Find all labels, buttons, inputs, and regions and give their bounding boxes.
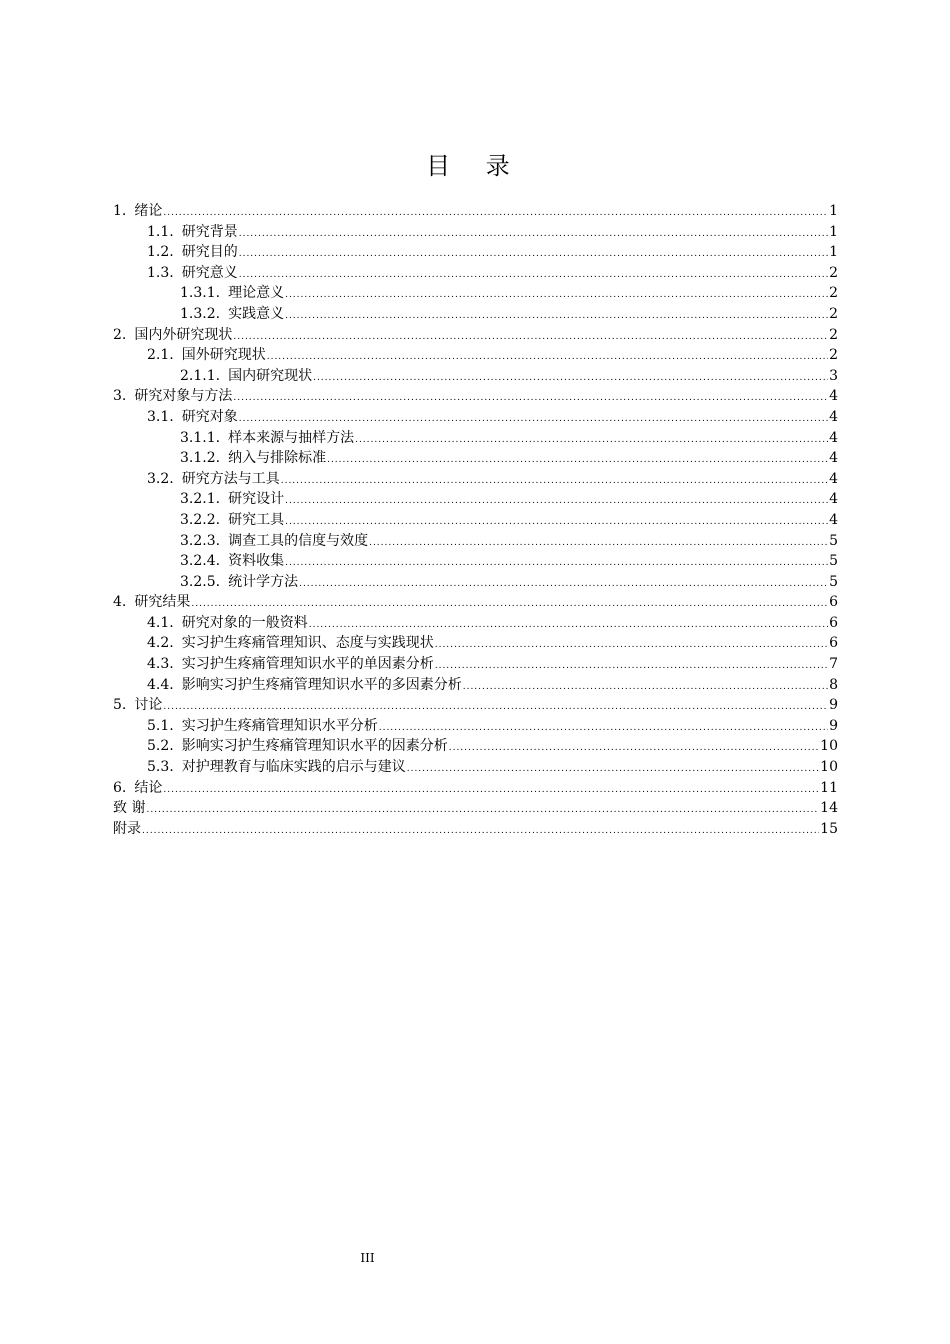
toc-entry[interactable] (113, 283, 838, 304)
toc-entry-title: 致 谢 (113, 800, 146, 817)
toc-entry-page: 4 (829, 388, 838, 405)
toc-leader-dots (285, 285, 828, 306)
toc-entry[interactable] (113, 489, 838, 510)
toc-entry-title: 研究设计 (228, 491, 285, 508)
toc-leader-dots (239, 244, 828, 265)
toc-entry[interactable] (113, 819, 838, 840)
toc-entry-number: 1.3.2. (180, 305, 221, 322)
toc-entry-title: 结论 (134, 779, 163, 796)
toc-entry-title: 研究目的 (181, 244, 238, 261)
toc-entry[interactable] (113, 654, 838, 675)
toc-entry-title: 研究意义 (181, 264, 238, 281)
toc-entry[interactable] (113, 428, 838, 449)
toc-leader-dots (309, 615, 828, 636)
toc-entry-title: 影响实习护生疼痛管理知识水平的因素分析 (181, 738, 448, 755)
toc-entry-page: 5 (829, 573, 838, 590)
toc-entry-title: 统计学方法 (228, 573, 299, 590)
toc-leader-dots (435, 656, 828, 677)
toc-entry-title: 实习护生疼痛管理知识、态度与实践现状 (181, 635, 434, 652)
toc-leader-dots (435, 635, 828, 656)
toc-entry-number: 4.4. (147, 676, 174, 693)
toc-entry[interactable] (113, 242, 838, 263)
toc-leader-dots (327, 450, 828, 471)
toc-entry-title: 研究工具 (228, 511, 285, 528)
toc-entry[interactable] (113, 675, 838, 696)
toc-entry[interactable] (113, 757, 838, 778)
toc-entry-title: 纳入与排除标准 (228, 450, 327, 467)
toc-entry[interactable] (113, 510, 838, 531)
toc-entry-number: 4.1. (147, 614, 174, 631)
toc-leader-dots (313, 368, 828, 389)
toc-entry-title: 研究背景 (181, 223, 238, 240)
toc-entry-title: 样本来源与抽样方法 (228, 429, 355, 446)
toc-entry-page: 2 (829, 326, 838, 343)
toc-entry-page: 5 (829, 553, 838, 570)
toc-entry-page: 9 (829, 717, 838, 734)
toc-leader-dots (267, 347, 828, 368)
toc-leader-dots (239, 224, 828, 245)
toc-entry-page: 1 (829, 223, 838, 240)
toc-entry-title: 研究方法与工具 (181, 470, 280, 487)
toc-leader-dots (163, 780, 819, 801)
toc-entry-title: 研究对象 (181, 408, 238, 425)
toc-leader-dots (463, 677, 828, 698)
toc-entry-page: 9 (829, 697, 838, 714)
toc-entry-number: 5.1. (147, 717, 174, 734)
toc-leader-dots (163, 697, 828, 718)
toc-entry[interactable] (113, 325, 838, 346)
toc-entry-number: 3.1.1. (180, 429, 221, 446)
toc-entry-page: 4 (829, 429, 838, 446)
toc-leader-dots (369, 533, 828, 554)
toc-leader-dots (379, 718, 828, 739)
toc-entry-number: 3.2. (147, 470, 174, 487)
toc-leader-dots (407, 759, 819, 780)
toc-entry[interactable] (113, 407, 838, 428)
toc-entry[interactable] (113, 304, 838, 325)
toc-entry-number: 2. (113, 326, 127, 343)
toc-leader-dots (449, 738, 819, 759)
toc-entry-number: 2.1. (147, 347, 174, 364)
table-of-contents (113, 201, 838, 839)
toc-leader-dots (285, 512, 828, 533)
toc-entry[interactable] (113, 531, 838, 552)
toc-entry-title: 调查工具的信度与效度 (228, 532, 369, 549)
toc-entry[interactable] (113, 469, 838, 490)
toc-entry-page: 6 (829, 594, 838, 611)
toc-entry-page: 7 (829, 656, 838, 673)
toc-leader-dots (355, 430, 828, 451)
toc-entry-page: 14 (820, 800, 838, 817)
toc-entry-number: 1.1. (147, 223, 174, 240)
toc-entry-number: 3.2.3. (180, 532, 221, 549)
toc-entry[interactable] (113, 448, 838, 469)
toc-entry-number: 1. (113, 203, 127, 219)
toc-entry-page: 4 (829, 491, 838, 508)
toc-entry[interactable] (113, 613, 838, 634)
page-number: III (360, 1251, 375, 1265)
toc-entry-page: 6 (829, 635, 838, 652)
toc-entry-title: 研究对象的一般资料 (181, 614, 308, 631)
toc-entry-page: 4 (829, 408, 838, 425)
toc-entry-page: 15 (820, 820, 838, 837)
toc-entry-title: 实践意义 (228, 305, 285, 322)
toc-entry-page: 2 (829, 285, 838, 302)
toc-entry-title: 对护理教育与临床实践的启示与建议 (181, 759, 406, 776)
toc-entry-number: 5.2. (147, 738, 174, 755)
toc-entry[interactable] (113, 201, 838, 222)
toc-leader-dots (285, 553, 828, 574)
toc-entry-title: 国内研究现状 (228, 367, 313, 384)
toc-entry-page: 4 (829, 511, 838, 528)
toc-entry-title: 资料收集 (228, 553, 285, 570)
toc-entry-number: 3.2.2. (180, 511, 221, 528)
toc-leader-dots (239, 265, 828, 286)
toc-leader-dots (299, 574, 828, 595)
toc-entry-number: 5. (113, 697, 127, 714)
toc-entry[interactable] (113, 798, 838, 819)
toc-entry-title: 国内外研究现状 (134, 326, 233, 343)
toc-entry[interactable] (113, 695, 838, 716)
toc-entry-page: 2 (829, 264, 838, 281)
toc-entry[interactable] (113, 551, 838, 572)
toc-entry[interactable] (113, 716, 838, 737)
toc-entry-number: 4.3. (147, 656, 174, 673)
toc-leader-dots (163, 203, 828, 224)
toc-leader-dots (285, 491, 828, 512)
toc-entry-number: 1.3. (147, 264, 174, 281)
toc-leader-dots (191, 594, 828, 615)
toc-title: 目 录 (426, 152, 524, 180)
toc-entry[interactable] (113, 633, 838, 654)
toc-entry-page: 8 (829, 676, 838, 693)
toc-entry-title: 理论意义 (228, 285, 285, 302)
toc-entry-number: 1.2. (147, 244, 174, 261)
toc-entry[interactable] (113, 778, 838, 799)
toc-entry-page: 1 (829, 244, 838, 261)
toc-entry-page: 5 (829, 532, 838, 549)
toc-entry-title: 研究对象与方法 (134, 388, 233, 405)
toc-entry-page: 2 (829, 347, 838, 364)
toc-entry[interactable] (113, 592, 838, 613)
toc-entry[interactable] (113, 736, 838, 757)
toc-entry-title: 实习护生疼痛管理知识水平的单因素分析 (181, 656, 434, 673)
toc-entry-number: 5.3. (147, 759, 174, 776)
toc-entry-title: 绪论 (134, 203, 163, 219)
toc-leader-dots (285, 306, 828, 327)
toc-entry-page: 3 (829, 367, 838, 384)
toc-entry-number: 3.2.1. (180, 491, 221, 508)
toc-entry-number: 3.1. (147, 408, 174, 425)
toc-entry-page: 6 (829, 614, 838, 631)
toc-entry-page: 10 (820, 759, 838, 776)
toc-entry-title: 国外研究现状 (181, 347, 266, 364)
toc-entry[interactable] (113, 572, 838, 593)
toc-leader-dots (281, 471, 828, 492)
toc-entry-title: 影响实习护生疼痛管理知识水平的多因素分析 (181, 676, 462, 693)
toc-entry-page: 4 (829, 470, 838, 487)
toc-entry[interactable] (113, 345, 838, 366)
toc-entry-page: 4 (829, 450, 838, 467)
toc-entry[interactable] (113, 222, 838, 243)
toc-entry-number: 6. (113, 779, 127, 796)
toc-entry-number: 3. (113, 388, 127, 405)
toc-entry-number: 3.2.5. (180, 573, 221, 590)
toc-entry-number: 4. (113, 594, 127, 611)
toc-leader-dots (142, 821, 819, 842)
toc-entry-page: 11 (820, 779, 838, 796)
toc-entry-page: 1 (829, 203, 838, 219)
toc-leader-dots (239, 409, 828, 430)
toc-entry-number: 4.2. (147, 635, 174, 652)
toc-entry-page: 10 (820, 738, 838, 755)
toc-leader-dots (233, 388, 828, 409)
toc-entry-number: 3.2.4. (180, 553, 221, 570)
toc-entry[interactable] (113, 386, 838, 407)
toc-leader-dots (146, 800, 819, 821)
toc-entry-number: 1.3.1. (180, 285, 221, 302)
toc-entry[interactable] (113, 366, 838, 387)
toc-entry-title: 附录 (113, 820, 141, 837)
toc-leader-dots (233, 327, 828, 348)
toc-entry-title: 实习护生疼痛管理知识水平分析 (181, 717, 378, 734)
toc-entry[interactable] (113, 263, 838, 284)
toc-entry-number: 2.1.1. (180, 367, 221, 384)
toc-entry-title: 研究结果 (134, 594, 191, 611)
toc-entry-page: 2 (829, 305, 838, 322)
toc-entry-title: 讨论 (134, 697, 163, 714)
toc-entry-number: 3.1.2. (180, 450, 221, 467)
